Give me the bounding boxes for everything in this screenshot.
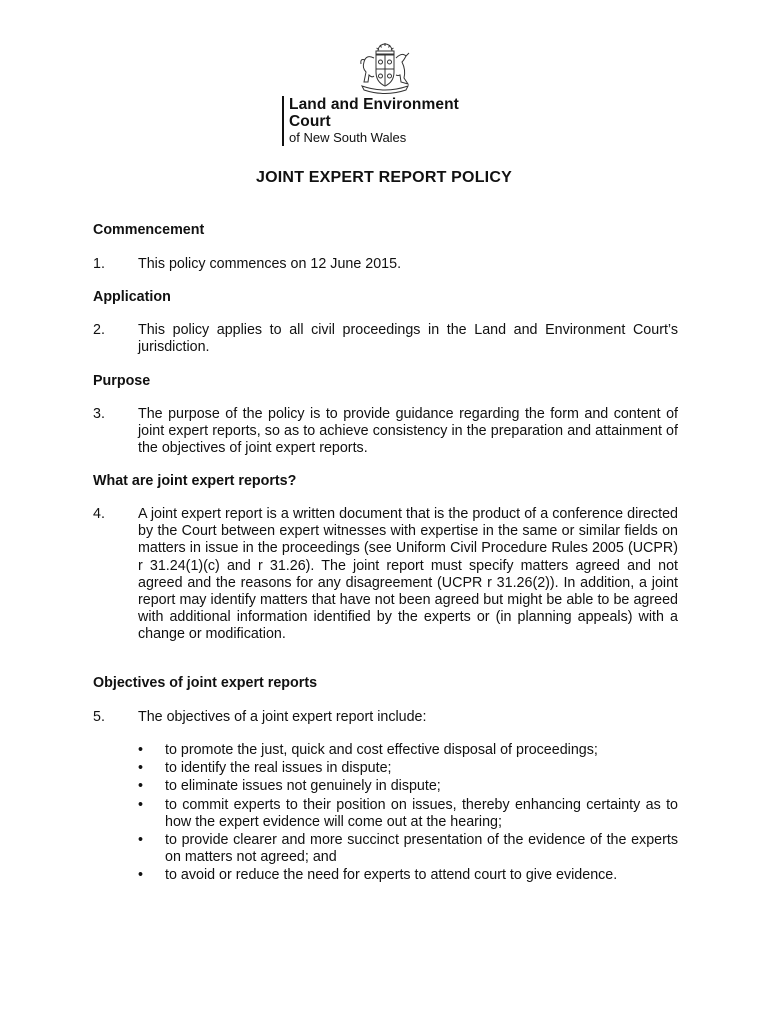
paragraph-number: 3. — [93, 406, 105, 422]
heading-what-are-joint-expert-reports: What are joint expert reports? — [93, 473, 297, 489]
list-item — [138, 760, 678, 777]
list-item-text: to commit experts to their position on issues, thereby enhancing certainty as to how the expert evidence will come out at the hearing; — [165, 796, 678, 830]
heading-commencement: Commencement — [93, 222, 205, 238]
paragraph-1 — [93, 256, 678, 273]
paragraph-text: This policy applies to all civil proceedings in the Land and Environment Court’s jurisdiction. — [138, 322, 678, 356]
paragraph-text: A joint expert report is a written document that is the product of a conference directed by the Court between expert witnesses with expertise in the same or similar fields on matters in issue in the proceedings (see Uniform Civil Procedure Rules 2005 (UCPR) r 31.24(1)(c) and r 31.26). The joint report must specify matters agreed and not agreed and the reasons for any disagreement (UCPR r 31.26(2)). In addition, a joint report may identify matters that have not been agreed but might be able to be agreed with additional information identified by the experts or (in planning appeals) with a change or modification. — [138, 506, 678, 643]
paragraph-4 — [93, 506, 678, 644]
court-name-line2: Court — [289, 112, 331, 130]
paragraph-number: 5. — [93, 709, 105, 725]
list-item — [138, 867, 678, 884]
list-item-text: to promote the just, quick and cost effective disposal of proceedings; — [165, 742, 598, 758]
objectives-list — [138, 742, 678, 886]
paragraph-5 — [93, 709, 678, 726]
list-item-text: to identify the real issues in dispute; — [165, 760, 392, 777]
list-item — [138, 832, 678, 866]
bullet-icon: • — [138, 796, 144, 813]
paragraph-text: The purpose of the policy is to provide guidance regarding the form and content of joint expert reports, so as to achieve consistency in the preparation and attainment of the objectives of joint expert reports. — [138, 406, 678, 457]
bullet-icon: • — [138, 778, 144, 795]
list-item-text: to avoid or reduce the need for experts to attend court to give evidence. — [165, 867, 618, 884]
list-item — [138, 797, 678, 831]
court-jurisdiction: of New South Wales — [289, 130, 407, 145]
coat-of-arms-icon — [354, 42, 416, 94]
list-item — [138, 742, 678, 759]
paragraph-number: 1. — [93, 256, 105, 272]
bullet-icon: • — [138, 867, 144, 884]
heading-objectives: Objectives of joint expert reports — [93, 675, 318, 691]
paragraph-number: 2. — [93, 322, 105, 338]
list-item — [138, 778, 678, 795]
court-letterhead — [282, 96, 459, 146]
paragraph-text: The objectives of a joint expert report include: — [138, 709, 427, 725]
bullet-icon: • — [138, 832, 144, 849]
court-name-line1: Land and Environment — [289, 96, 459, 113]
list-item-text: to provide clearer and more succinct presentation of the evidence of the experts on matters not agreed; and — [165, 832, 678, 866]
paragraph-number: 4. — [93, 506, 105, 522]
paragraph-3 — [93, 406, 678, 458]
heading-purpose: Purpose — [93, 373, 151, 389]
paragraph-2 — [93, 322, 678, 356]
bullet-icon: • — [138, 760, 144, 777]
bullet-icon: • — [138, 742, 144, 758]
heading-application: Application — [93, 289, 171, 305]
paragraph-text: This policy commences on 12 June 2015. — [138, 256, 402, 272]
list-item-text: to eliminate issues not genuinely in dispute; — [165, 778, 441, 795]
document-title: JOINT EXPERT REPORT POLICY — [256, 169, 512, 186]
